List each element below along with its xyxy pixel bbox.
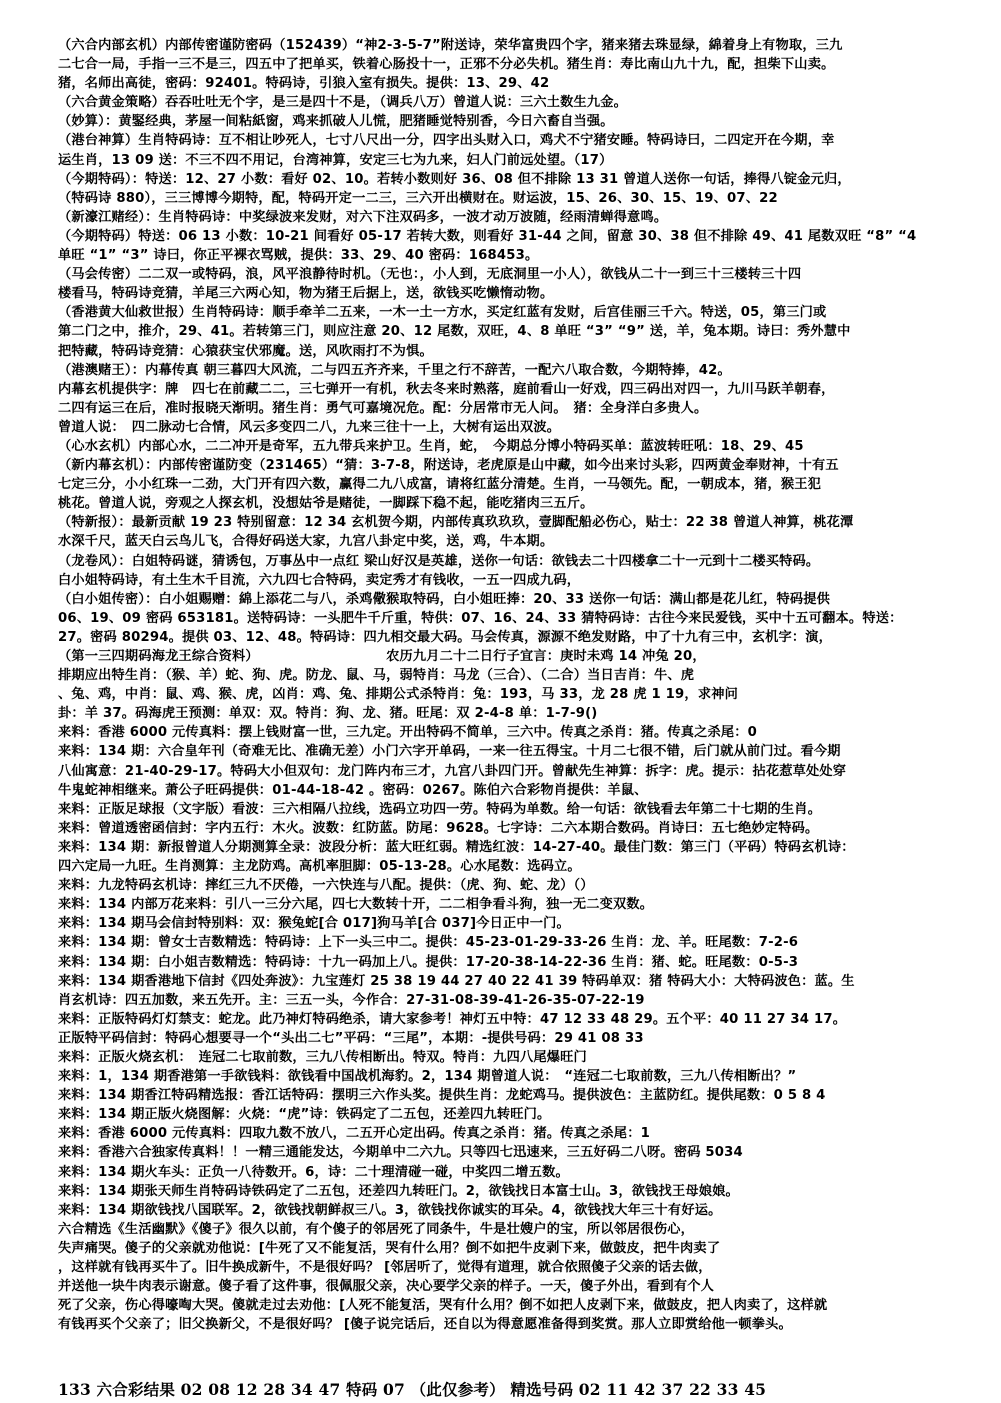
text-line bbox=[58, 1334, 957, 1353]
text-line: 来料：134 期：新报曾道人分期测算全录：波段分析：蓝大旺红弱。精选红波：14-27-40。最佳门数：第三门（平码）特码玄机诗： bbox=[58, 839, 855, 855]
text-line: 运生肖，13 09 送：不三不四不用记，台湾神算，安定三七为九来，妇人门前远处望。（17） bbox=[58, 152, 613, 168]
text-line: 来料：134 期：白小姐吉数精选：特码诗：十九一码加上八。提供：17-20-38-14-22-36 生肖：猪、蛇。旺尾数：0-5-3 bbox=[58, 954, 799, 970]
text-line: 二七合一局，手指一三不是三，四五中了把单买，铁着心肠投十一，正邪不分必失机。猪生肖：寿比南山九十九，配，担柴下山卖。 bbox=[58, 57, 835, 73]
text-line: 有钱再买个父亲了；旧父换新父，不是很好吗？ [傻子说完话后，还自以为得意愿准备得到奖赏。那人立即赏给他一顿拳头。 bbox=[58, 1317, 792, 1333]
text-line: （心水玄机）内部心水，二二冲开是奇军，五九带兵来护卫。生肖，蛇， 今期总分博小特码买单：蓝波转旺吼：18、29、45 bbox=[58, 438, 804, 454]
text-line: 来料：香港 6000 元传真料：摆上钱财富一世，三九定。开出特码不简单，三六中。传真之杀肖：猪。传真之杀尾：0 bbox=[58, 725, 758, 741]
text-line: （港澳赌王）：内幕传真 朝三暮四大风流，二与四五齐齐来，千里之行不辞苦，一配六八取合数，今期特捧，42。 bbox=[58, 362, 731, 378]
text-line: 、兔、鸡，中肖：鼠、鸡、猴、虎，凶肖：鸡、兔、排期公式杀特肖：兔：193，马 33，龙 28 虎 1 19，求神问 bbox=[58, 687, 738, 703]
text-line: （妙算）：黄鋻经典，茅屋一间粘紙窗，鸡来抓破人儿慌，肥猪睡觉特别香，今日六畜自当强。 bbox=[58, 114, 614, 130]
text-line: 八仙寓意：21-40-29-17。特码大小但双句：龙门阵内布三才，九宫八卦四门开。曾献先生神算：拆字：虎。提示：拈花惹草处处穿 bbox=[58, 763, 847, 779]
text-line: 来料：134 内部万花来料：引八一三分六尾，四七大数转十开，二二相争看斗狗，独一无二变双数。 bbox=[58, 897, 654, 913]
text-line: （今期特码）：特送：12、27 小数：看好 02、10。若转小数则好 36、08 但不排除 13 31 曾道人送你一句话，捧得八锭金元归， bbox=[58, 171, 851, 187]
text-line: 单旺 “1” “3” 诗曰，你正平裸衣骂贼，提供：33、29、40 密码：168453。 bbox=[58, 248, 539, 264]
text-line: 来料：134 期香江特码精选报：香江话特码：摆明三六作头奖。提供生肖：龙蛇鸡马。提供波色：主蓝防红。提供尾数：0 5 8 4 bbox=[58, 1088, 826, 1104]
text-line: 并送他一块牛肉表示谢意。傻子看了这件事，很佩服父亲，决心要学父亲的样子。一天，傻子外出，看到有个人 bbox=[58, 1279, 714, 1295]
text-line: 四六定局一九旺。生肖测算：主龙防鸡。高机率胆脚：05-13-28。心水尾数：选码立。 bbox=[58, 859, 581, 875]
text-line: （今期特码）特送：06 13 小数：10-21 间看好 05-17 若转大数，则看好 31-44 之间，留意 30、38 但不排除 49、41 尾数双旺 “8” “4 bbox=[58, 228, 917, 244]
text-line: 27。密码 80294。提供 03、12、48。特码诗：四九相交最大码。马会传真，源源不绝发财路，中了十九有三中，玄机字：演， bbox=[58, 629, 833, 645]
document-body bbox=[58, 36, 957, 1373]
text-line: 把特藏，特码诗竞猜：心猿获宝伏邪魔。送，风吹雨打不为惧。 bbox=[58, 343, 433, 359]
text-line: 来料：134 期火车头：正负一八待数开。6，诗：二十理清碰一碰，中奖四二增五数。 bbox=[58, 1164, 569, 1180]
text-line: 楼看马，特码诗竞猜，羊尾三六两心知，物为猪王后据上，送，欲钱买吃懒惰动物。 bbox=[58, 286, 554, 302]
text-line: 曾道人说： 四二脉动七合情，风云多变四二八，九来三往十一上，大树有运出双波。 bbox=[58, 419, 561, 435]
text-line: 肖玄机诗：四五加数，来五先开。主：三五一头，今作合：27-31-08-39-41-26-35-07-22-19 bbox=[58, 992, 645, 1008]
text-line: （特新报）：最新贡献 19 23 特别留意：12 34 玄机贺今期，内部传真玖玖玖，壹脚配船必伤心，贴士：22 38 曾道人神算，桃花潭 bbox=[58, 515, 854, 531]
text-line bbox=[58, 1353, 957, 1372]
text-line: 来料：九龙特码玄机诗：摔红三九不厌倦，一六快连与八配。提供：（虎、狗、蛇、龙）（） bbox=[58, 878, 594, 894]
text-line: 来料：正版火烧玄机： 连冠二七取前数，三九八传相断出。特双。特肖：九四八尾爆旺门 bbox=[58, 1049, 587, 1065]
text-line: 来料：曾道透密函信封：字内五行：木火。波数：红防蓝。防尾：9628。七字诗：二六本期合数码。肖诗曰：五七绝妙定特码。 bbox=[58, 820, 819, 836]
text-line: 来料：134 期香港地下信封《四处奔波》：九宝莲灯 25 38 19 44 27 40 22 41 39 特码单双：猪 特码大小：大特码波色：蓝。生 bbox=[58, 973, 855, 989]
text-line: 来料：134 期：六合皇年刊（奇难无比、准确无差）小门六字开单码，一来一往五得宝。十月二七很不错，后门就从前门过。看今期 bbox=[58, 744, 841, 760]
text-line: 来料：正版特码灯灯禁支：蛇龙。此乃神灯特码绝杀，请大家参考！神灯五中特：47 12 33 48 29。五个平：40 11 27 34 17。 bbox=[58, 1011, 847, 1027]
text-line: 来料：134 期正版火烧图解：火烧：“虎”诗：铁码定了二五包，还差四九转旺门。 bbox=[58, 1107, 551, 1123]
text-line: 桃花。曾道人说，旁观之人探玄机，没想姑爷是赌徒，一脚踩下稳不起，能吃猪肉三五斤。 bbox=[58, 496, 594, 512]
text-line: 来料：134 期张天师生肖特码诗铁码定了二五包，还差四九转旺门。2，欲钱找日本富士山。3，欲钱找王母娘娘。 bbox=[58, 1183, 739, 1199]
text-line: 失声痛哭。傻子的父亲就劝他说：[牛死了又不能复活，哭有什么用？倒不如把牛皮剥下来，做鼓皮，把牛肉卖了 bbox=[58, 1240, 721, 1256]
text-line: 来料：1，134 期香港第一手欲钱料：欲钱看中国战机海豹。2，134 期曾道人说： “连冠二七取前数，三九八传相断出？” bbox=[58, 1069, 797, 1085]
text-line: 牛鬼蛇神相继来。萧公子旺码提供：01-44-18-42 。密码：0267。陈伯六合彩物肖提供：羊鼠、 bbox=[58, 782, 648, 798]
text-line: （白小姐传密）：白小姐赐赠：綿上添花二与八，杀鸡儆猴取特码，白小姐旺捧：20、33 送你一句话：满山都是花儿红，特码提供 bbox=[58, 591, 831, 607]
text-line: （六合黄金策略）吞吞吐吐无个字，是三是四十不是，（调兵八万）曾道人说：三六土数生九金。 bbox=[58, 95, 628, 111]
text-line: 来料：134 期欲钱找八国联军。2，欲钱找朝鲜叔三八。3，欲钱找你诚实的耳朵。4，欲钱找大年三十有好运。 bbox=[58, 1202, 722, 1218]
text-line: 06、19、09 密码 653181。送特码诗：一头肥牛千斤重，特供：07、16、24、33 猜特码诗：古往今来民爱钱，买中十五可翻本。特送： bbox=[58, 610, 903, 626]
text-line: （龙卷风）：白姐特码谜，猜诱包，万事丛中一点红 梁山好汉是英雄，送你一句话：欲钱去二十四楼拿二十一元到十二楼买特码。 bbox=[58, 553, 820, 569]
text-line: 猪，名师出高徒，密码：92401。特码诗，引狼入室有损失。提供：13、29、42 bbox=[58, 76, 550, 92]
text-line: 来料：134 期：曾女士吉数精选：特码诗：上下一头三中二。提供：45-23-01-29-33-26 生肖：龙、羊。旺尾数：7-2-6 bbox=[58, 935, 799, 951]
text-line: 死了父亲，伤心得嚎啕大哭。傻就走过去劝他：[人死不能复活，哭有什么用？倒不如把人皮剥下来，做鼓皮，把人肉卖了，这样就 bbox=[58, 1298, 828, 1314]
text-line: 二四有运三在后，准时报晓天渐明。猪生肖：勇气可嘉境况危。配：分居常市无人问。 猪：全身洋白多贵人。 bbox=[58, 400, 708, 416]
text-line: （新内幕玄机）：内部传密谨防变（231465）“猜：3-7-8，附送诗，老虎原是山中藏，如今出来讨头彩，四两黄金奉财神，十有五 bbox=[58, 458, 839, 474]
text-line: 七定三分，小小红珠一二劲，大门开有四六数，赢得二九八成富，请将红蓝分清楚。生肖，一马领先。配，一朝成本，猪，猴王犯 bbox=[58, 477, 822, 493]
text-line: 第二门之中，推介，29、41。若转第三门，则应注意 20、12 尾数，双旺，4、8 单旺 “3” “9” 送，羊，兔本期。诗曰：秀外慧中 bbox=[58, 324, 851, 340]
text-line: 水深千尺，蓝天白云鸟儿飞，合得好码送大家，九宫八卦定中奖，送，鸡，牛本期。 bbox=[58, 534, 554, 550]
text-line: （特码诗 880），三三博博今期特，配，特码开定一二三，三六开出横财在。财运波，15、26、30、15、19、07、22 bbox=[58, 190, 778, 206]
text-line: 白小姐特码诗，有土生木千目流，六九四七合特码，卖定秀才有钱收，一五一四成九码， bbox=[58, 572, 581, 588]
results-footer: 133 六合彩结果 02 08 12 28 34 47 特码 07 （此仅参考） 精选号码 02 11 42 37 22 33 45 bbox=[58, 1379, 767, 1399]
text-line: 卦：羊 37。码海虎王预测：单双：双。特肖：狗、龙、猪。旺尾：双 2-4-8 单：1-7-9() bbox=[58, 706, 598, 722]
text-line: 内幕玄机提供字：牌 四七在前藏二二，三七弹开一有机，秋去冬来时熟落，庭前看山一好戏，四三码出对四一，九川马跃羊朝春， bbox=[58, 381, 835, 397]
text-line: （香港黄大仙救世报）生肖特码诗：顺手牵羊二五来，一木一土一方水，买定红蓝有发财，后宫佳丽三千六。特送，05，第三门或 bbox=[58, 305, 827, 321]
text-line: 正版特平码信封：特码心想要寻一个“头出二七”平码：“三尾”，本期：-提供号码：29 41 08 33 bbox=[58, 1030, 644, 1046]
text-line: 来料：正版足球报（文字版）看波：三六相隔八拉线，选码立功四一劳。特码为单数。给一句话：欲钱看去年第二十七期的生肖。 bbox=[58, 801, 822, 817]
text-line: 来料：香港六合独家传真料！！一精三通能发达，今期单中二六九。只等四七迅速来，三五好码二八呀。密码 5034 bbox=[58, 1145, 743, 1161]
text-line: 来料：香港 6000 元传真料：四取九数不放八，二五开心定出码。传真之杀肖：猪。传真之杀尾：1 bbox=[58, 1126, 650, 1142]
text-line: （六合内部玄机）内部传密谨防密码（152439）“神2-3-5-7”附送诗，荣华富贵四个字，猪来猪去珠显绿，綿着身上有物取，三九 bbox=[58, 38, 843, 53]
text-line: （新濠江赌经）：生肖特码诗：中奖绿波来发财，对六下注双码多，一波才动万波随，经雨清蝉得意鸣。 bbox=[58, 209, 668, 225]
text-line: 六合精选《生活幽默》《傻子》很久以前，有个傻子的邻居死了同条牛，牛是壮嫂户的宝，所以邻居很伤心， bbox=[58, 1221, 694, 1237]
section-heading: （第一三四期码海龙王综合资料） 农历九月二十二日行子宜言：庚时未鸡 14 冲兔 20， bbox=[58, 649, 706, 664]
text-line: ，这样就有钱再买牛了。旧牛换成新牛，不是很好吗？ [邻居听了，觉得有道理，就合依照傻子父亲的话去做， bbox=[58, 1260, 712, 1275]
text-line: 来料：134 期马会信封特别料：双：猴兔蛇[合 017]狗马羊[合 037]今日正中一门。 bbox=[58, 916, 570, 932]
text-line: 排期应出特生肖：（猴、羊）蛇、狗、虎。防龙、鼠、马，弱特肖：马龙（三合）、（二合）当日吉肖：牛、虎 bbox=[58, 668, 695, 684]
text-line: （马会传密）二二双一或特码，浪，风平浪静待时机。（无也：，小人到，无底洞里一小人），欲钱从二十一到三十三楼转三十四 bbox=[58, 267, 802, 283]
text-line: （港台神算）生肖特码诗：互不相让吵死人，七寸八尺出一分，四字出头财入口，鸡犬不宁猪安睡。特码诗曰，二四定开在今期，幸 bbox=[58, 133, 835, 149]
